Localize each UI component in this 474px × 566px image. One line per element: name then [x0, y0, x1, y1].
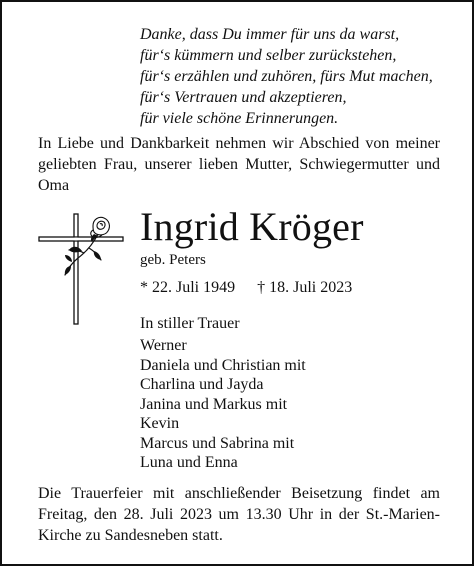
poem-line: für viele schöne Erinnerungen.: [140, 110, 339, 127]
intro-line: geliebten Frau, unserer lieben Mutter, Schwiegermutter und: [38, 156, 440, 173]
poem-line: Danke, dass Du immer für uns da warst,: [140, 26, 400, 43]
mourner: Marcus und Sabrina mit: [140, 434, 295, 452]
funeral-line: Freitag, den 28. Juli 2023 um 13.30 Uhr in der St.-Marien-: [38, 506, 440, 523]
mourner: Janina und Markus mit: [140, 395, 288, 413]
death-date: † 18. Juli 2023: [257, 279, 353, 296]
deceased-name: Ingrid Kröger: [140, 204, 364, 249]
poem-line: für‘s Vertrauen und akzeptieren,: [140, 89, 347, 106]
poem: [140, 24, 460, 129]
cross-with-rose-icon: [38, 212, 124, 326]
mourning-heading: In stiller Trauer: [140, 315, 240, 332]
maiden-name: geb. Peters: [140, 252, 206, 268]
mourners-list: [140, 336, 306, 473]
mourner: Kevin: [140, 415, 180, 432]
birth-date: * 22. Juli 1949: [140, 279, 236, 296]
mourner: Daniela und Christian mit: [140, 356, 306, 374]
intro-line: Oma: [38, 177, 70, 194]
life-dates: [140, 278, 352, 298]
funeral-info: [38, 483, 440, 546]
intro-text: [38, 133, 440, 196]
poem-line: für‘s kümmern und selber zurückstehen,: [140, 47, 397, 64]
poem-line: für‘s erzählen und zuhören, fürs Mut machen,: [140, 68, 433, 85]
mourner: Werner: [140, 337, 187, 354]
intro-line: In Liebe und Dankbarkeit nehmen wir Abschied von meiner: [38, 135, 440, 152]
funeral-line: Kirche zu Sandesneben statt.: [38, 527, 223, 544]
funeral-line: Die Trauerfeier mit anschließender Beisetzung findet am: [38, 485, 440, 502]
mourner: Luna und Enna: [140, 454, 238, 471]
mourner: Charlina und Jayda: [140, 376, 264, 393]
